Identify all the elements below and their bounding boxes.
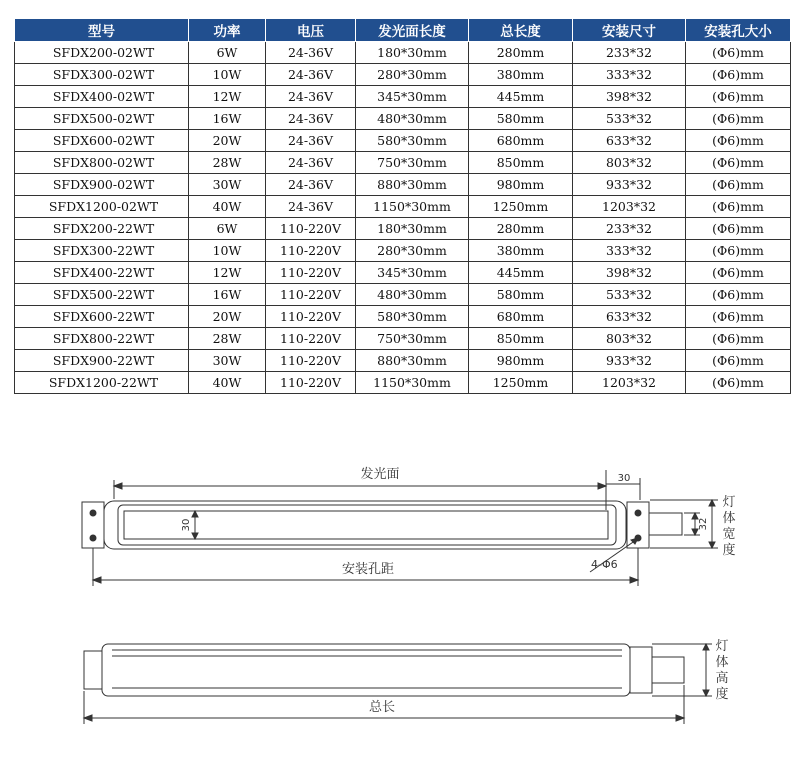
cell-total-length: 445mm	[469, 262, 573, 284]
cell-voltage: 24-36V	[266, 86, 356, 108]
cell-power: 12W	[189, 86, 266, 108]
cell-model: SFDX1200-02WT	[15, 196, 189, 218]
cell-emitting-length: 1150*30mm	[356, 196, 469, 218]
svg-text:宽: 宽	[722, 527, 736, 542]
cell-model: SFDX800-02WT	[15, 152, 189, 174]
end-dimension-label: 30	[617, 473, 631, 484]
header-emitting-length: 发光面长度	[356, 19, 469, 42]
cell-model: SFDX900-22WT	[15, 350, 189, 372]
cell-total-length: 380mm	[469, 64, 573, 86]
cell-power: 10W	[189, 64, 266, 86]
svg-text:体: 体	[715, 655, 729, 670]
cell-emitting-length: 345*30mm	[356, 86, 469, 108]
cell-hole-size: (Φ6)mm	[686, 350, 791, 372]
cell-model: SFDX800-22WT	[15, 328, 189, 350]
header-total-length: 总长度	[469, 19, 573, 42]
cell-voltage: 110-220V	[266, 240, 356, 262]
cell-voltage: 24-36V	[266, 108, 356, 130]
header-voltage: 电压	[266, 19, 356, 42]
cell-emitting-length: 280*30mm	[356, 240, 469, 262]
cell-voltage: 110-220V	[266, 350, 356, 372]
cell-emitting-length: 180*30mm	[356, 218, 469, 240]
height-vertical-label	[715, 639, 728, 702]
height-dimension-label: 30	[181, 518, 192, 532]
cell-hole-size: (Φ6)mm	[686, 240, 791, 262]
cell-voltage: 110-220V	[266, 306, 356, 328]
cell-mount-size: 533*32	[573, 108, 686, 130]
cell-hole-size: (Φ6)mm	[686, 284, 791, 306]
cell-power: 6W	[189, 42, 266, 64]
cell-power: 28W	[189, 152, 266, 174]
cell-hole-size: (Φ6)mm	[686, 262, 791, 284]
cell-emitting-length: 750*30mm	[356, 152, 469, 174]
cell-hole-size: (Φ6)mm	[686, 130, 791, 152]
cell-mount-size: 933*32	[573, 174, 686, 196]
svg-text:灯: 灯	[722, 495, 736, 510]
cell-power: 16W	[189, 108, 266, 130]
cell-total-length: 850mm	[469, 152, 573, 174]
cell-total-length: 280mm	[469, 42, 573, 64]
cell-model: SFDX600-22WT	[15, 306, 189, 328]
cell-voltage: 24-36V	[266, 130, 356, 152]
cell-hole-size: (Φ6)mm	[686, 196, 791, 218]
cell-total-length: 980mm	[469, 174, 573, 196]
mount-hole-icon	[635, 510, 641, 516]
cell-total-length: 680mm	[469, 130, 573, 152]
cell-emitting-length: 580*30mm	[356, 306, 469, 328]
cell-emitting-length: 880*30mm	[356, 350, 469, 372]
header-mount-size: 安装尺寸	[573, 19, 686, 42]
cell-mount-size: 633*32	[573, 306, 686, 328]
cell-total-length: 380mm	[469, 240, 573, 262]
right-end-cap	[630, 647, 652, 693]
svg-text:度: 度	[715, 687, 729, 702]
cell-model: SFDX500-02WT	[15, 108, 189, 130]
cell-total-length: 1250mm	[469, 196, 573, 218]
cell-emitting-length: 280*30mm	[356, 64, 469, 86]
cell-emitting-length: 580*30mm	[356, 130, 469, 152]
cell-mount-size: 333*32	[573, 240, 686, 262]
cell-voltage: 24-36V	[266, 174, 356, 196]
cell-power: 20W	[189, 130, 266, 152]
cell-mount-size: 333*32	[573, 64, 686, 86]
cell-model: SFDX300-22WT	[15, 240, 189, 262]
cell-hole-size: (Φ6)mm	[686, 328, 791, 350]
cell-emitting-length: 180*30mm	[356, 42, 469, 64]
cell-total-length: 580mm	[469, 284, 573, 306]
cell-power: 20W	[189, 306, 266, 328]
cell-voltage: 24-36V	[266, 64, 356, 86]
cell-hole-size: (Φ6)mm	[686, 218, 791, 240]
hole-spacing-label: 安装孔距	[341, 562, 395, 577]
cell-hole-size: (Φ6)mm	[686, 42, 791, 64]
cell-model: SFDX1200-22WT	[15, 372, 189, 394]
cell-power: 40W	[189, 196, 266, 218]
cell-emitting-length: 1150*30mm	[356, 372, 469, 394]
cell-voltage: 110-220V	[266, 328, 356, 350]
cell-emitting-length: 480*30mm	[356, 108, 469, 130]
hole-spec-label: 4-Φ6	[591, 558, 618, 571]
cell-hole-size: (Φ6)mm	[686, 306, 791, 328]
cell-model: SFDX300-02WT	[15, 64, 189, 86]
cell-mount-size: 398*32	[573, 262, 686, 284]
cell-total-length: 680mm	[469, 306, 573, 328]
header-power: 功率	[189, 19, 266, 42]
cell-model: SFDX400-02WT	[15, 86, 189, 108]
cell-total-length: 1250mm	[469, 372, 573, 394]
top-view	[82, 470, 718, 586]
cell-total-length: 445mm	[469, 86, 573, 108]
cell-mount-size: 533*32	[573, 284, 686, 306]
total-length-label: 总长	[368, 700, 396, 715]
cell-model: SFDX200-02WT	[15, 42, 189, 64]
cell-voltage: 110-220V	[266, 262, 356, 284]
cell-voltage: 24-36V	[266, 152, 356, 174]
cell-power: 6W	[189, 218, 266, 240]
cell-power: 30W	[189, 350, 266, 372]
cable-gland	[649, 513, 682, 535]
cell-model: SFDX900-02WT	[15, 174, 189, 196]
cell-emitting-length: 880*30mm	[356, 174, 469, 196]
cell-total-length: 280mm	[469, 218, 573, 240]
cell-model: SFDX600-02WT	[15, 130, 189, 152]
svg-text:体: 体	[722, 511, 736, 526]
cell-emitting-length: 750*30mm	[356, 328, 469, 350]
cell-mount-size: 233*32	[573, 218, 686, 240]
emitting-surface-label: 发光面	[360, 467, 400, 482]
mount-height-dimension-label: 32	[698, 517, 709, 531]
cell-total-length: 980mm	[469, 350, 573, 372]
side-view	[84, 644, 712, 724]
header-model: 型号	[15, 19, 189, 42]
cell-mount-size: 233*32	[573, 42, 686, 64]
cell-model: SFDX200-22WT	[15, 218, 189, 240]
cell-voltage: 110-220V	[266, 284, 356, 306]
cell-emitting-length: 480*30mm	[356, 284, 469, 306]
header-hole-size: 安装孔大小	[686, 19, 791, 42]
cell-power: 30W	[189, 174, 266, 196]
cell-power: 28W	[189, 328, 266, 350]
cell-mount-size: 1203*32	[573, 372, 686, 394]
cell-voltage: 24-36V	[266, 196, 356, 218]
cell-total-length: 580mm	[469, 108, 573, 130]
cell-voltage: 24-36V	[266, 42, 356, 64]
cell-hole-size: (Φ6)mm	[686, 86, 791, 108]
cell-hole-size: (Φ6)mm	[686, 108, 791, 130]
cell-model: SFDX400-22WT	[15, 262, 189, 284]
cell-total-length: 850mm	[469, 328, 573, 350]
mount-hole-icon	[90, 510, 96, 516]
cell-mount-size: 803*32	[573, 328, 686, 350]
cell-power: 40W	[189, 372, 266, 394]
cell-mount-size: 933*32	[573, 350, 686, 372]
svg-text:灯: 灯	[715, 639, 729, 654]
cell-mount-size: 398*32	[573, 86, 686, 108]
svg-text:高: 高	[715, 671, 729, 686]
cell-power: 10W	[189, 240, 266, 262]
cell-mount-size: 1203*32	[573, 196, 686, 218]
cell-mount-size: 633*32	[573, 130, 686, 152]
cell-hole-size: (Φ6)mm	[686, 174, 791, 196]
cell-hole-size: (Φ6)mm	[686, 64, 791, 86]
mount-hole-icon	[90, 535, 96, 541]
cell-mount-size: 803*32	[573, 152, 686, 174]
cable-gland-side	[652, 657, 684, 683]
width-vertical-label	[722, 495, 735, 558]
left-end-cap	[84, 651, 102, 689]
cell-voltage: 110-220V	[266, 372, 356, 394]
cell-model: SFDX500-22WT	[15, 284, 189, 306]
cell-hole-size: (Φ6)mm	[686, 372, 791, 394]
cell-hole-size: (Φ6)mm	[686, 152, 791, 174]
svg-text:度: 度	[722, 543, 736, 558]
cell-power: 12W	[189, 262, 266, 284]
cell-emitting-length: 345*30mm	[356, 262, 469, 284]
cell-voltage: 110-220V	[266, 218, 356, 240]
cell-power: 16W	[189, 284, 266, 306]
